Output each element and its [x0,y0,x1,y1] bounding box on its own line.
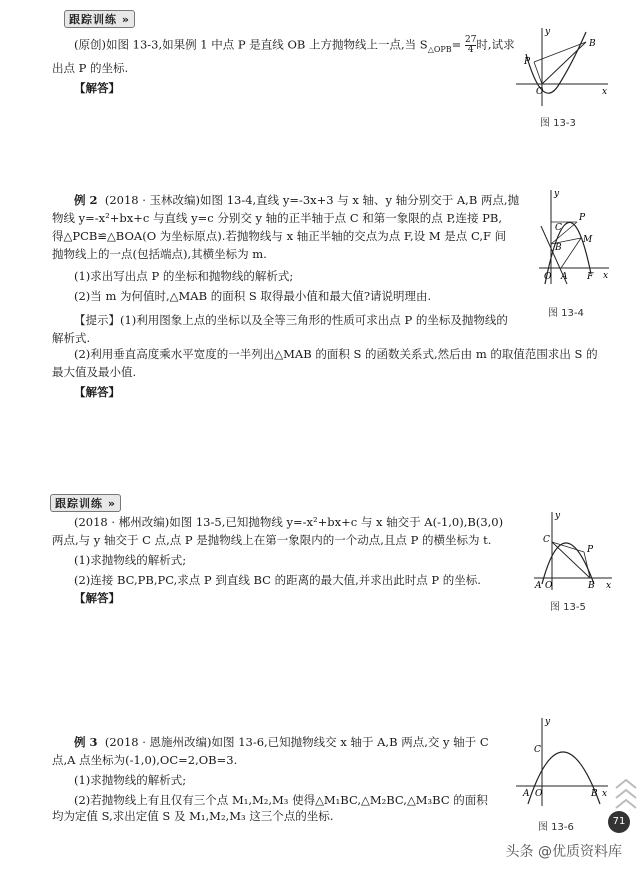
fig-label-a: A [523,789,530,799]
fig-label-o: O [544,272,552,282]
area-subscript: △OPB [427,44,452,54]
fig-label-y: y [545,27,551,37]
section3-q1: (1)求抛物线的解析式; [74,553,187,567]
section1-line1-a: (原创)如图 13-3,如果例 1 中点 P 是直线 OB 上方抛物线上一点,当 S [74,37,428,52]
section3-line2: 两点,与 y 轴交于 C 点,点 P 是抛物线上在第一象限内的一个动点,且点 P 的横坐标为 t. [52,533,492,547]
fig-label-x: x [602,789,608,799]
segment-ma [561,238,581,268]
fig-label-y: y [545,717,551,727]
caption-13-5: 图 13-5 [550,602,586,613]
answer-label: 【解答】 [74,81,120,95]
example2-line3: 得△PCB≌△BOA(O 为坐标原点).若抛物线与 x 轴正半轴的交点为点 F,设 M 是点 C,F 间 [52,229,507,243]
example2-line4: 抛物线上的一点(包括端点),其横坐标为 m. [52,247,267,261]
section1-line2: 出点 P 的坐标. [52,61,129,75]
tracking-training-tag: 跟踪训练 » [50,494,121,512]
fig-label-b: B [591,789,598,799]
example2-hint3: (2)利用垂直高度乘水平宽度的一半列出△MAB 的面积 S 的函数关系式,然后由 m 的取值范围求出 S 的 [74,347,598,361]
fig-label-b: B [589,39,596,49]
fig-label-c: C [555,223,562,233]
figure-13-4 [535,186,613,286]
example2-hint4: 最大值及最小值. [52,365,137,379]
segment-pb [584,552,590,578]
section1-line1 [74,36,515,58]
section1-line1-b: 时,试求 [476,37,515,52]
example3-q2b: 均为定值 S,求出定值 S 及 M₁,M₂,M₃ 这三个点的坐标. [52,809,334,823]
equals: = [451,37,462,52]
fig-label-a: A [535,581,542,591]
fig-label-o: O [535,789,543,799]
example3-q2: (2)若抛物线上有且仅有三个点 M₁,M₂,M₃ 使得△M₁BC,△M₂BC,△M₃BC 的面积 [74,793,488,807]
fig-label-y: y [554,189,560,199]
figure-13-6 [512,714,612,810]
fig-label-c: C [543,535,550,545]
example2-hint1: 【提示】(1)利用图象上点的坐标以及全等三角形的性质可求出点 P 的坐标及抛物线的 [74,313,508,327]
page-number: 71 [608,811,630,833]
example3-line2: 点,A 点坐标为(-1,0),OC=2,OB=3. [52,753,238,767]
caption-13-4: 图 13-4 [548,308,584,319]
caption-13-6: 图 13-6 [538,822,574,833]
section3-q2: (2)连接 BC,PB,PC,求点 P 到直线 BC 的距离的最大值,并求出此时点 P 的坐标. [74,573,481,587]
caption-13-3: 图 13-3 [540,118,576,129]
fig-label-a: A [561,272,568,282]
example2-q2: (2)当 m 为何值时,△MAB 的面积 S 取得最小值和最大值?请说明理由. [74,289,432,303]
example2-label: 例 2 [74,193,98,207]
fig-label-c: C [534,745,541,755]
tracking-training-tag: 跟踪训练 » [64,10,135,28]
figure-13-3 [512,24,612,110]
figure-13-5 [530,508,616,592]
line-ob [542,42,586,84]
watermark: 头条 @优质资料库 [505,844,622,860]
answer-label: 【解答】 [74,591,120,605]
example2-q1: (1)求出写出点 P 的坐标和抛物线的解析式; [74,269,294,283]
fraction-27-4: $\frac{27}{4}$ [464,35,477,55]
fig-label-o: O [545,581,553,591]
example3-q1: (1)求抛物线的解析式; [74,773,187,787]
chevron-decoration-icon [614,776,638,816]
fig-label-b: B [555,243,562,253]
fig-label-m: M [583,235,593,245]
segment-bc [552,542,590,578]
fig-label-p: P [587,545,594,555]
fig-label-y: y [555,511,561,521]
answer-label: 【解答】 [74,385,120,399]
fig-label-x: x [606,581,612,591]
fig-label-x: x [602,87,608,97]
fig-label-x: x [603,271,609,281]
example2-line2: 物线 y=-x²+bx+c 与直线 y=c 分别交 y 轴的正半轴于点 C 和第一象限的点 P,连接 PB, [52,211,503,225]
example3-line1: 例 3 (2018 · 恩施州改编)如图 13-6,已知抛物线交 x 轴于 A,B 两点,交 y 轴于 C [74,735,489,749]
example2-line1: 例 2 (2018 · 玉林改编)如图 13-4,直线 y=-3x+3 与 x 轴、y 轴分别交于 A,B 两点,抛 [74,193,520,207]
example2-hint2: 解析式. [52,331,91,345]
fig-label-f: F [587,272,594,282]
parabola [545,222,591,284]
fig-label-p: P [524,57,531,67]
fig-label-p: P [579,213,586,223]
example3-label: 例 3 [74,735,98,749]
fig-label-b: B [588,581,595,591]
section3-line1: (2018 · 郴州改编)如图 13-5,已知抛物线 y=-x²+bx+c 与 x 轴交于 A(-1,0),B(3,0) [74,515,504,529]
fig-label-o: O [536,87,544,97]
